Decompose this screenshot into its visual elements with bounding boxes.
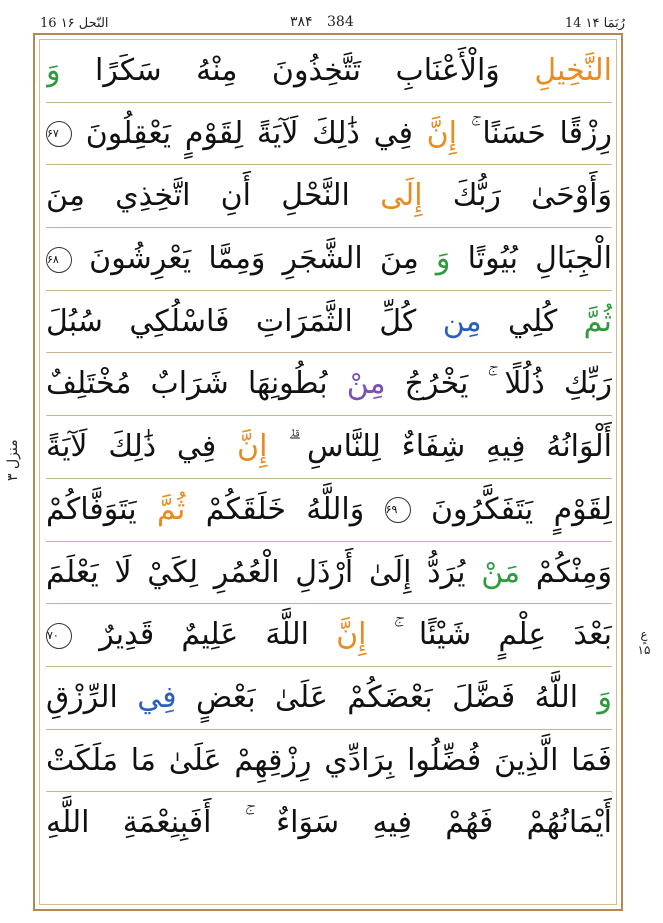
verse-text-segment: وَمِنْكُمْ: [535, 554, 612, 590]
ruku-marker: [632, 626, 656, 658]
verse-text-segment: ثُمَّ: [583, 303, 612, 339]
ruku-number: ۱۵: [637, 643, 651, 657]
verse-text-segment: كُلِي: [508, 303, 558, 339]
verse-text-segment: فِي ذَٰلِكَ لَآيَةً لِقَوْمٍ يَعْقِلُونَ: [85, 115, 413, 151]
verse-text-segment: فِي ذَٰلِكَ لَآيَةً: [46, 429, 217, 465]
verse-text-segment: اللَّهَ عَلِيمٌ قَدِيرٌ: [99, 617, 309, 653]
surah-name: 16 النّحل ۱۶: [40, 16, 109, 31]
verse-text-segment: وَأَوْحَىٰ رَبُّكَ: [452, 178, 612, 214]
page-number-urdu: ۳۸۴: [290, 14, 313, 30]
page-header: [40, 12, 625, 34]
verse-text-segment: وَ: [46, 53, 61, 88]
verse-text-segment: إِلَى: [380, 178, 423, 214]
verse-text-segment: النَّحْلِ أَنِ اتَّخِذِي مِنَ: [46, 178, 350, 214]
verse-text-segment: فَمَا الَّذِينَ فُضِّلُوا بِرَادِّي رِزْقِهِمْ عَلَىٰ مَا مَلَكَتْ: [46, 742, 612, 778]
verse-line: [46, 165, 612, 228]
verse-text-segment: إِنَّ: [426, 115, 457, 151]
verse-text-segment: مِن: [442, 303, 482, 339]
ayah-number-marker: ۶۸: [46, 247, 72, 273]
verse-line: [46, 730, 612, 793]
verse-text-segment: لِقَوْمٍ يَتَفَكَّرُونَ: [431, 491, 612, 527]
page-number-group: [290, 14, 354, 30]
verse-text-segment: إِنَّ: [237, 429, 268, 465]
ayah-number-marker: ۶۹: [385, 497, 411, 523]
verse-line: [46, 291, 612, 354]
verse-text-segment: كُلِّ الثَّمَرَاتِ فَاسْلُكِي سُبُلَ: [46, 303, 417, 339]
verse-text-segment: اللَّهُ فَضَّلَ بَعْضَكُمْ عَلَىٰ بَعْضٍ: [196, 679, 579, 715]
verse-text-segment: وَ: [597, 679, 612, 715]
ayah-number-marker: ۶۷: [46, 121, 72, 147]
verse-text-segment: مَنْ: [481, 554, 521, 590]
verse-text-segment: وَالْأَعْنَابِ تَتَّخِذُونَ مِنْهُ سَكَرًا: [95, 53, 500, 88]
verse-text-segment: إِنَّ: [336, 617, 367, 653]
verse-line: [46, 353, 612, 416]
verse-line: [46, 479, 612, 542]
verse-text-segment: وَ: [435, 241, 451, 277]
verse-text-segment: وَاللَّهُ خَلَقَكُمْ: [205, 491, 365, 527]
verse-text-segment: رَبِّكِ ذُلُلًا ۚ يَخْرُجُ: [404, 366, 612, 402]
verse-text-segment: النَّخِيلِ: [534, 53, 612, 88]
verse-text-segment: مِنْ: [346, 366, 386, 402]
verse-text-segment: أَيْمَانُهُمْ فَهُمْ فِيهِ سَوَاءٌ ۚ أَفَبِنِعْمَةِ اللَّهِ: [46, 805, 612, 841]
ruku-word: عٍ: [640, 627, 648, 641]
ayah-number-marker: ۷۰: [46, 623, 72, 649]
verse-text-segment: أَلْوَانُهُ فِيهِ شِفَاءٌ لِلنَّاسِ ۗ: [288, 429, 612, 465]
verse-line: [46, 40, 612, 103]
verse-text-segment: الْجِبَالِ بُيُوتًا: [467, 241, 612, 277]
verse-text-segment: الرِّزْقِ: [46, 679, 118, 715]
verse-line: [46, 103, 612, 166]
verse-line: [46, 792, 612, 854]
quran-text-block: [46, 40, 612, 904]
verse-text-segment: رِزْقًا حَسَنًا ۚ: [470, 115, 612, 151]
juz-name: 14 رُبَمَا ۱۴: [564, 16, 625, 31]
page-number: 384: [327, 14, 354, 30]
verse-line: [46, 416, 612, 479]
verse-line: [46, 228, 612, 291]
verse-text-segment: بُطُونِهَا شَرَابٌ مُخْتَلِفٌ: [46, 366, 328, 402]
verse-line: [46, 604, 612, 667]
verse-text-segment: مِنَ الشَّجَرِ وَمِمَّا يَعْرِشُونَ: [89, 241, 419, 277]
verse-text-segment: بَعْدَ عِلْمٍ شَيْئًا ۚ: [393, 617, 612, 653]
manzil-marker: منزل ۳: [5, 439, 21, 481]
verse-text-segment: يُرَدُّ إِلَىٰ أَرْذَلِ الْعُمُرِ لِكَيْ لَا يَعْلَمَ: [46, 554, 466, 590]
verse-line: [46, 542, 612, 605]
verse-line: [46, 667, 612, 730]
verse-text-segment: يَتَوَفَّاكُمْ: [46, 491, 137, 527]
verse-text-segment: ثُمَّ: [157, 491, 186, 527]
verse-text-segment: فِي: [137, 679, 177, 715]
